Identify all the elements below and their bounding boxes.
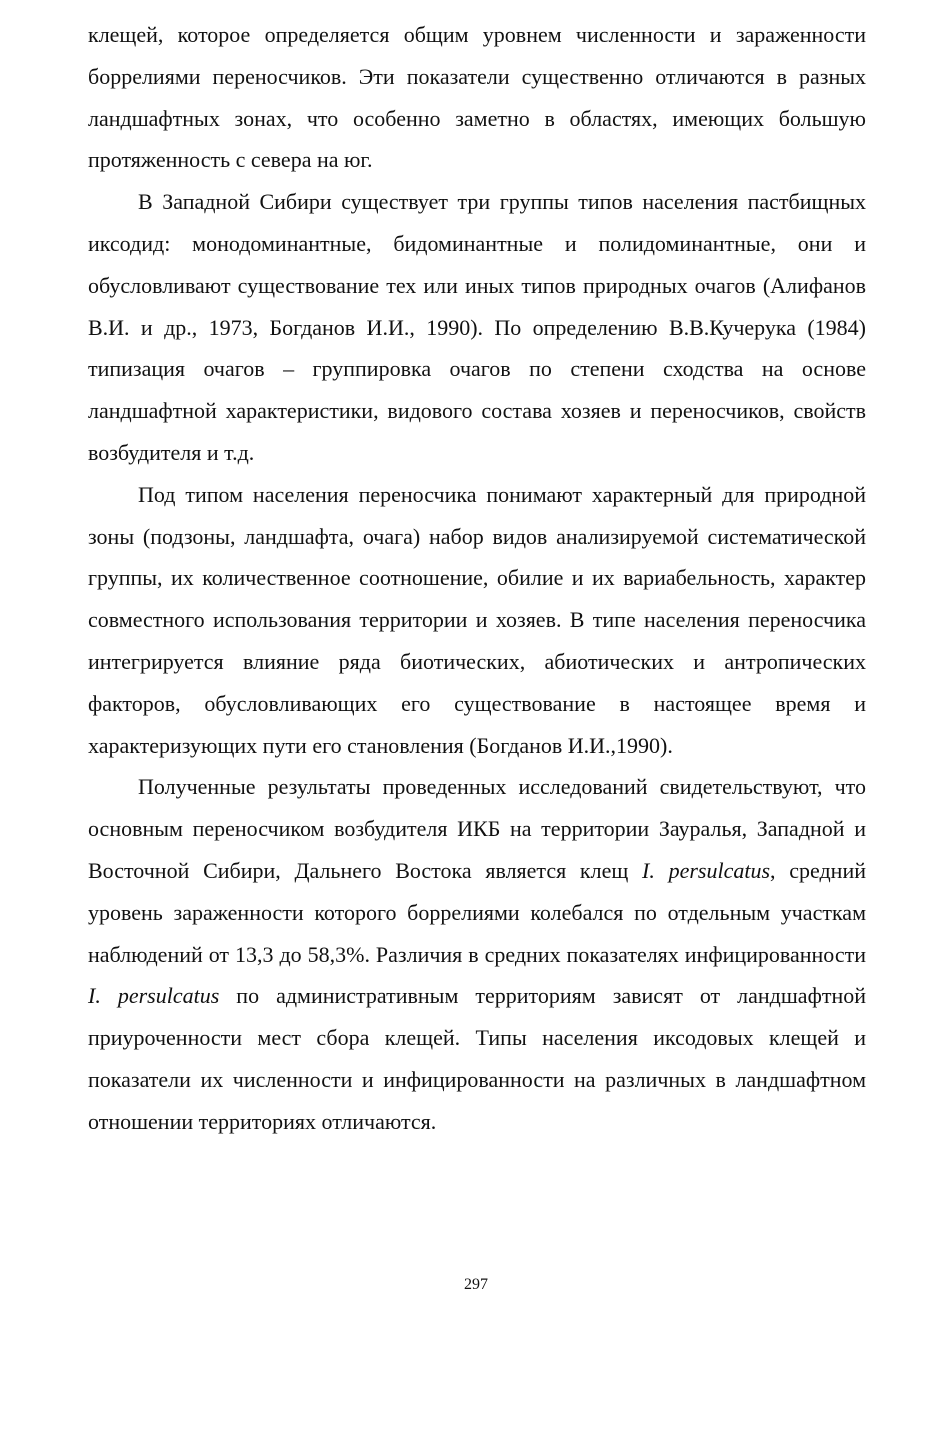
paragraph-2-text: В Западной Сибири существует три группы типов населения пастбищных иксодид: монодоминантные, бидоминантные и полидоминантные, они и обусловливают существование тех или иных типов природных очагов (Алифанов В.И. и др., 1973, Богданов И.И., 1990). По определению В.В.Кучерука (1984) типизация очагов – группировка очагов по степени сходства на основе ландшафтной характеристики, видового состава хозяев и переносчиков, свойств возбудителя и т.д. xyxy=(88,189,866,465)
species-name: I. persulcatus xyxy=(642,857,771,883)
paragraph-4-text-a: Полученные результаты проведенных исследований свидетельствуют, что основным переносчиком возбудителя ИКБ на территории Зауралья, Западной и Восточной Сибири, Дальнего Востока является клещ xyxy=(88,774,866,883)
paragraph-1 xyxy=(88,14,866,181)
paragraph-4-text-c: по административным территориям зависят от ландшафтной приуроченности мест сбора клещей. Типы населения иксодовых клещей и показатели их численности и инфицированности на различных в ландшафтном отношении территориях отличаются. xyxy=(88,983,866,1134)
species-name: I. persulcatus xyxy=(88,983,220,1009)
document-body xyxy=(88,14,866,1143)
paragraph-3-text: Под типом населения переносчика понимают характерный для природной зоны (подзоны, ландшафта, очага) набор видов анализируемой систематической группы, их количественное соотношение, обилие и их вариабельность, характер совместного использования территории и хозяев. В типе населения переносчика интегрируется влияние ряда биотических, абиотических и антропических факторов, обусловливающих его существование в настоящее время и характеризующих пути его становления (Богданов И.И.,1990). xyxy=(88,481,866,758)
paragraph-4-text-b: , средний уровень зараженности которого боррелиями колебался по отдельным участкам наблюдений от 13,3 до 58,3%. Различия в средних показателях инфицированности xyxy=(88,857,866,967)
paragraph-3 xyxy=(88,474,866,767)
paragraph-2 xyxy=(88,181,866,474)
page-number: 297 xyxy=(464,1276,488,1293)
paragraph-1-text: клещей, которое определяется общим уровнем численности и зараженности боррелиями переносчиков. Эти показатели существенно отличаются в разных ландшафтных зонах, что особенно заметно в областях, имеющих большую протяженность с севера на юг. xyxy=(88,22,866,173)
paragraph-4 xyxy=(88,766,866,1142)
